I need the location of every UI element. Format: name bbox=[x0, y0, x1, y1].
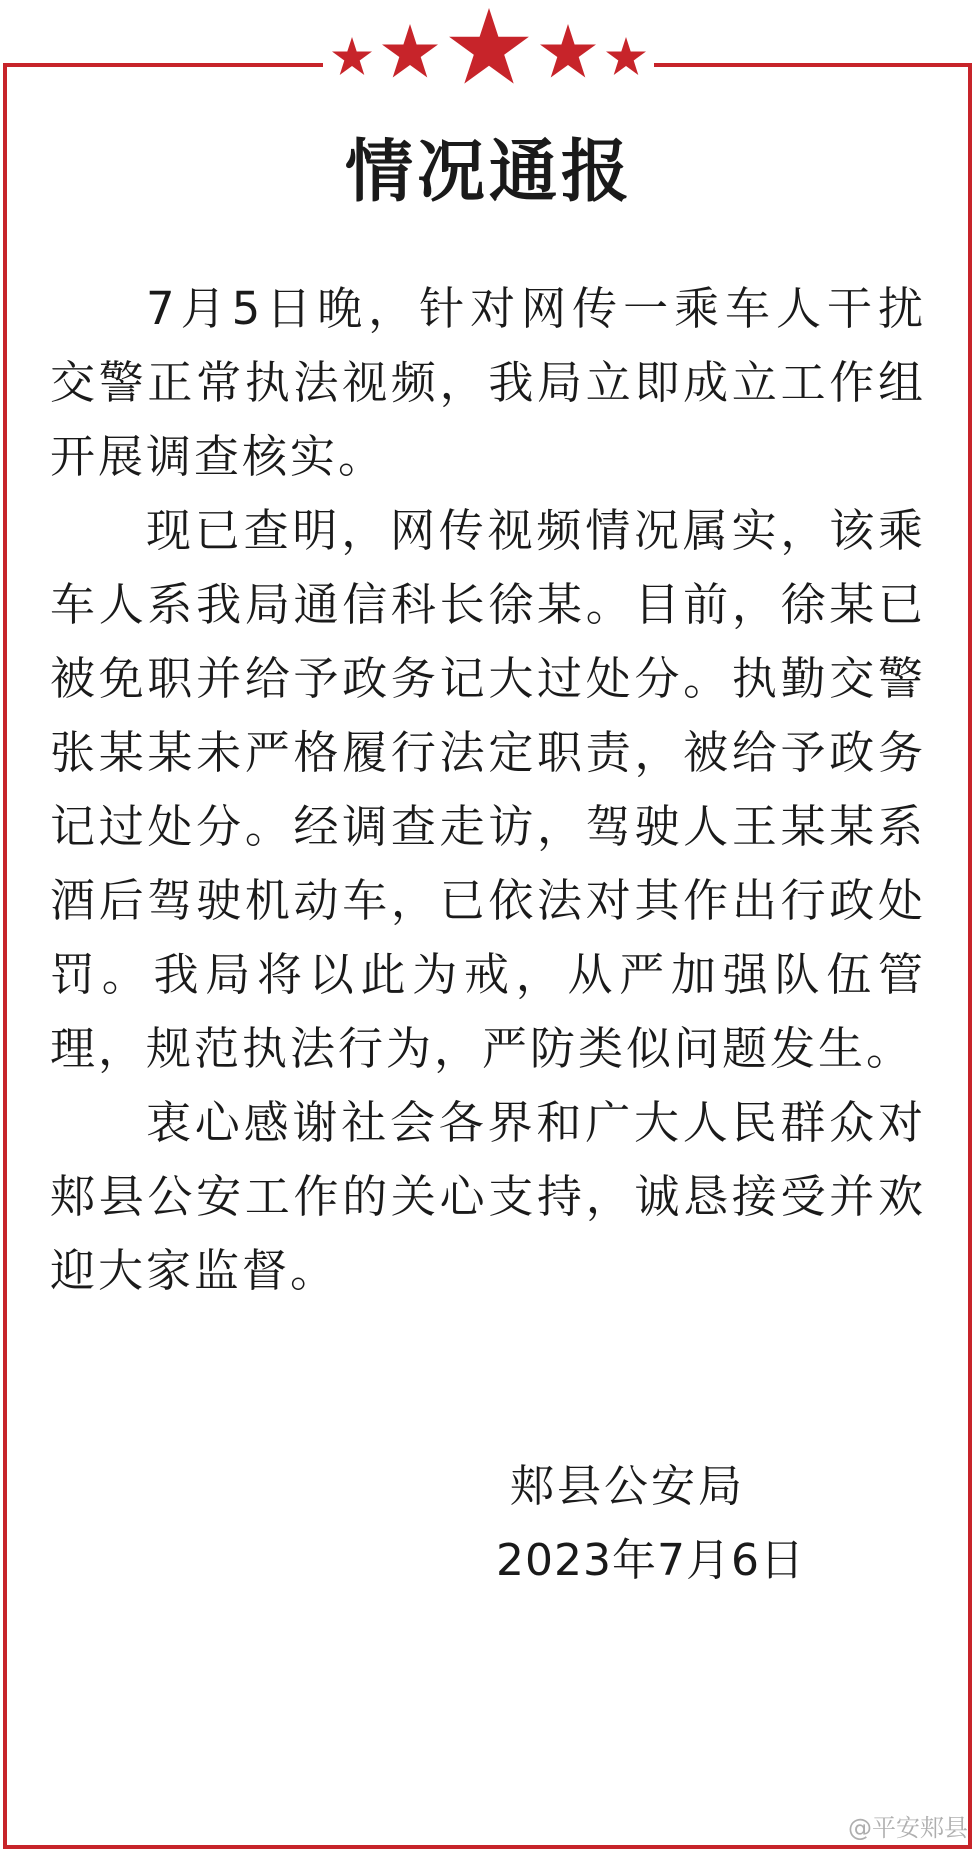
star-icon bbox=[382, 24, 438, 78]
notice-body bbox=[50, 272, 926, 1308]
star-icon bbox=[449, 8, 529, 84]
signature-block bbox=[460, 1450, 860, 1598]
frame-bottom-border bbox=[3, 1845, 972, 1849]
paragraph-2: 现已查明，网传视频情况属实，该乘车人系我局通信科长徐某。目前，徐某已被免职并给予政务记大过处分。执勤交警张某某未严格履行法定职责，被给予政务记过处分。经调查走访，驾驶人王某某系酒后驾驶机动车，已依法对其作出行政处罚。我局将以此为戒，从严加强队伍管理，规范执法行为，严防类似问题发生。 bbox=[50, 504, 926, 1075]
star-icon bbox=[332, 37, 372, 75]
paragraph-1: 7月5日晚，针对网传一乘车人干扰交警正常执法视频，我局立即成立工作组开展调查核实。 bbox=[50, 282, 926, 483]
star-icon bbox=[606, 37, 646, 75]
stars-decoration bbox=[0, 0, 978, 100]
frame-right-border bbox=[968, 63, 972, 1849]
frame-left-border bbox=[3, 63, 7, 1849]
issuing-organization: 郏县公安局 bbox=[510, 1461, 745, 1512]
paragraph-3: 衷心感谢社会各界和广大人民群众对郏县公安工作的关心支持，诚恳接受并欢迎大家监督。 bbox=[50, 1096, 926, 1297]
star-icon bbox=[540, 24, 596, 78]
weibo-watermark: @平安郏县 bbox=[848, 1814, 968, 1842]
issue-date: 2023年7月6日 bbox=[496, 1535, 805, 1586]
page-title: 情况通报 bbox=[344, 133, 633, 212]
